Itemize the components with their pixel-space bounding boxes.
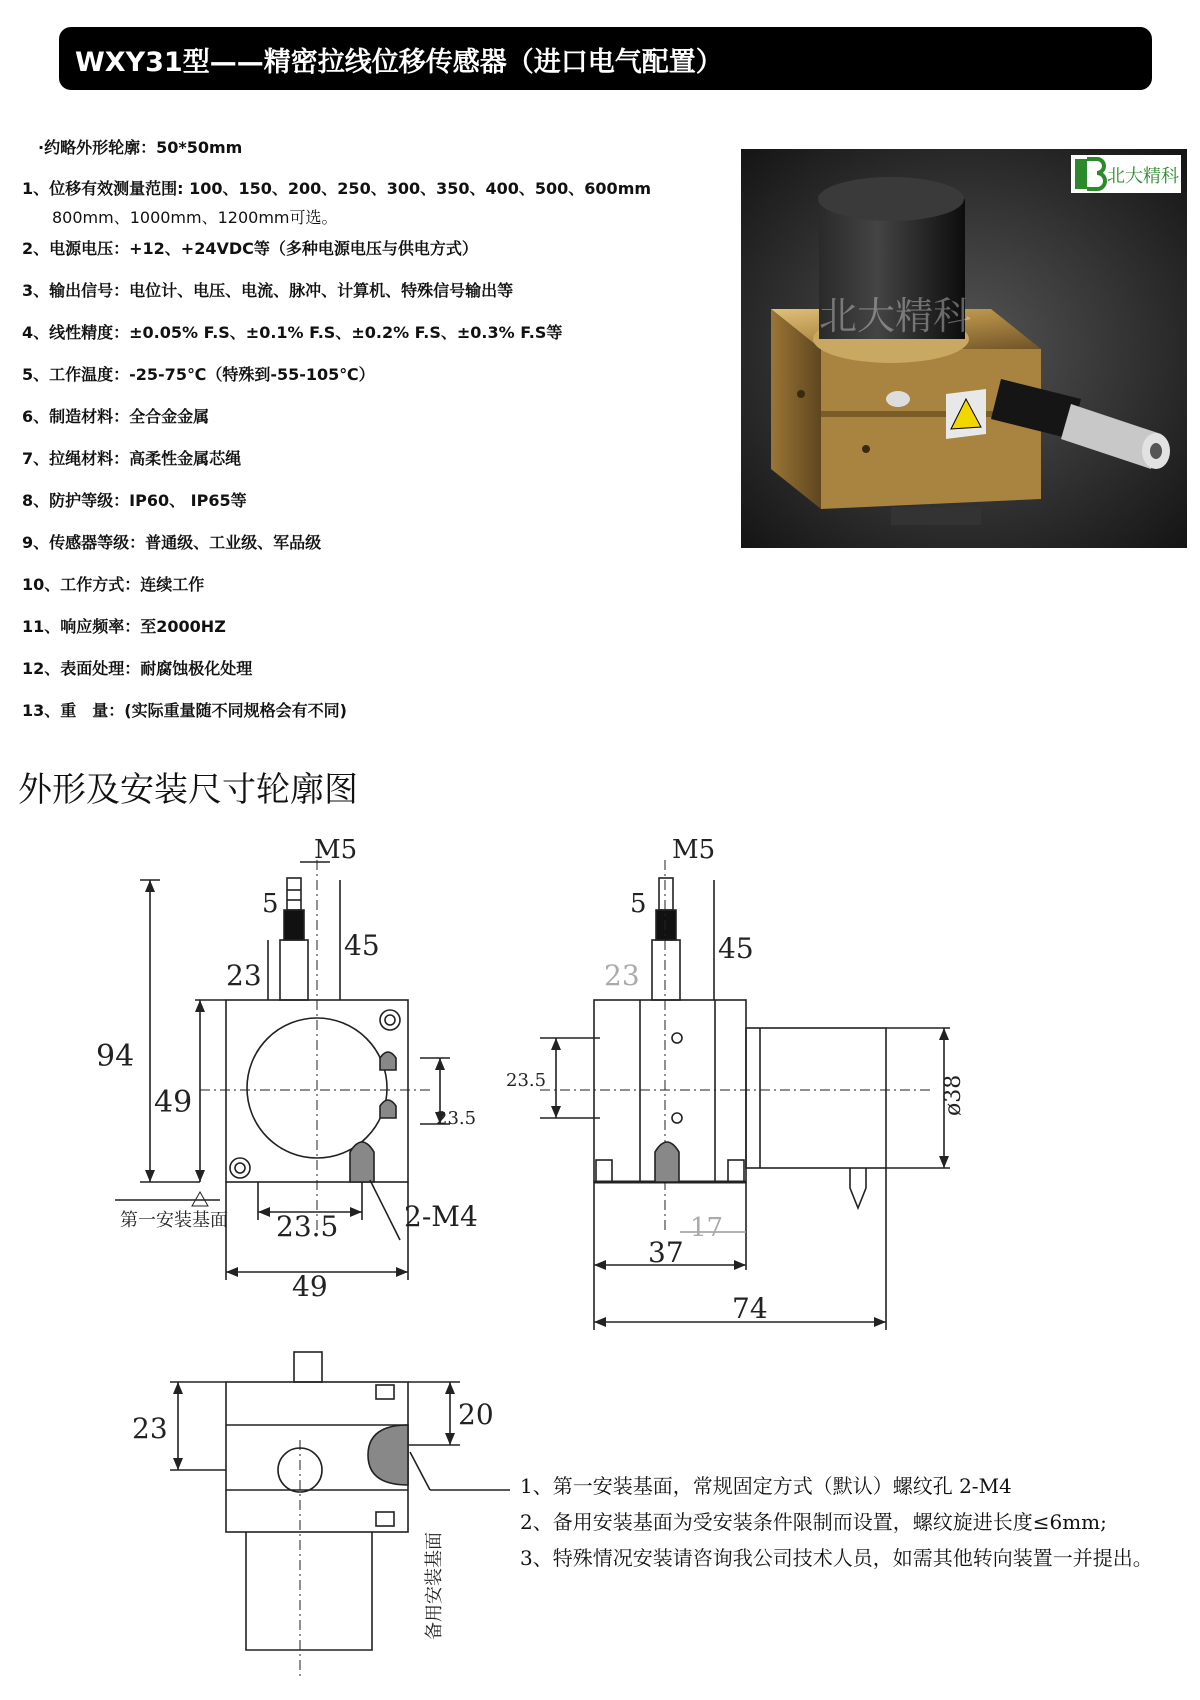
spec-item: 7、拉绳材料：高柔性金属芯绳 [22,449,242,468]
side-17-label: 17 [690,1213,724,1243]
section-title: 外形及安装尺寸轮廓图 [18,770,358,810]
front-49h-label: 49 [292,1270,328,1303]
notes [520,1468,1153,1576]
front-m4-label: 2-M4 [404,1200,478,1233]
side-d38-label: ø38 [941,1074,966,1116]
top-20-label: 20 [458,1398,494,1431]
front-94-label: 94 [96,1039,135,1074]
spec-item: 4、线性精度：±0.05% F.S、±0.1% F.S、±0.2% F.S、±0.3% F.S等 [22,323,563,342]
side-23-label: 23 [604,959,640,992]
front-45-label: 45 [344,929,380,962]
front-49v-label: 49 [154,1085,193,1120]
front-5-label: 5 [262,889,279,919]
brand-logo [1071,155,1181,193]
front-23-5h-label: 23.5 [276,1210,339,1243]
spec-item: 6、制造材料：全合金金属 [22,407,210,426]
side-74-label: 74 [732,1292,768,1325]
spec-item: 12、表面处理：耐腐蚀极化处理 [22,659,253,678]
spec-item: 800mm、1000mm、1200mm可选。 [52,208,338,227]
side-m5-label: M5 [672,835,716,865]
note-item: 2、备用安装基面为受安装条件限制而设置，螺纹旋进长度≤6mm; [520,1510,1107,1534]
page-title: WXY31型——精密拉线位移传感器（进口电气配置） [75,47,723,78]
top-23-label: 23 [132,1412,168,1445]
note-item: 1、第一安装基面，常规固定方式（默认）螺纹孔 2-M4 [520,1474,1012,1498]
spec-item: 8、防护等级：IP60、 IP65等 [22,491,247,510]
spec-item: 1、位移有效测量范围: 100、150、200、250、300、350、400、500、600mm [22,179,652,198]
spec-item: 11、响应频率：至2000HZ [22,617,226,636]
front-23-label: 23 [226,959,262,992]
front-m5-label: M5 [314,835,358,865]
title-bar [59,27,1152,90]
watermark-text: 北大精科 [819,294,972,338]
spec-item: 3、输出信号：电位计、电压、电流、脉冲、计算机、特殊信号输出等 [22,281,514,300]
note-item: 3、特殊情况安装请咨询我公司技术人员，如需其他转向装置一并提出。 [520,1546,1153,1570]
logo-text: 北大精科 [1107,166,1179,187]
product-photo [741,149,1187,548]
spec-item: 10、工作方式：连续工作 [22,575,205,594]
spec-item: 5、工作温度：-25-75℃（特殊到-55-105℃） [22,365,375,384]
side-37-label: 37 [648,1236,684,1269]
spec-item: 2、电源电压：+12、+24VDC等（多种电源电压与供电方式） [22,239,478,258]
top-alt-label: 备用安装基面 [424,1532,445,1640]
spec-item: 13、重 量：(实际重量随不同规格会有不同) [22,701,347,720]
front-23-5v-label: 23.5 [436,1108,477,1129]
side-5-label: 5 [630,889,647,919]
side-45-label: 45 [718,932,754,965]
spec-item: ·约略外形轮廓：50*50mm [38,138,243,157]
front-base-label: 第一安装基面 [120,1210,228,1231]
side-23-5-label: 23.5 [506,1070,547,1091]
spec-item: 9、传感器等级：普通级、工业级、军品级 [22,533,322,552]
